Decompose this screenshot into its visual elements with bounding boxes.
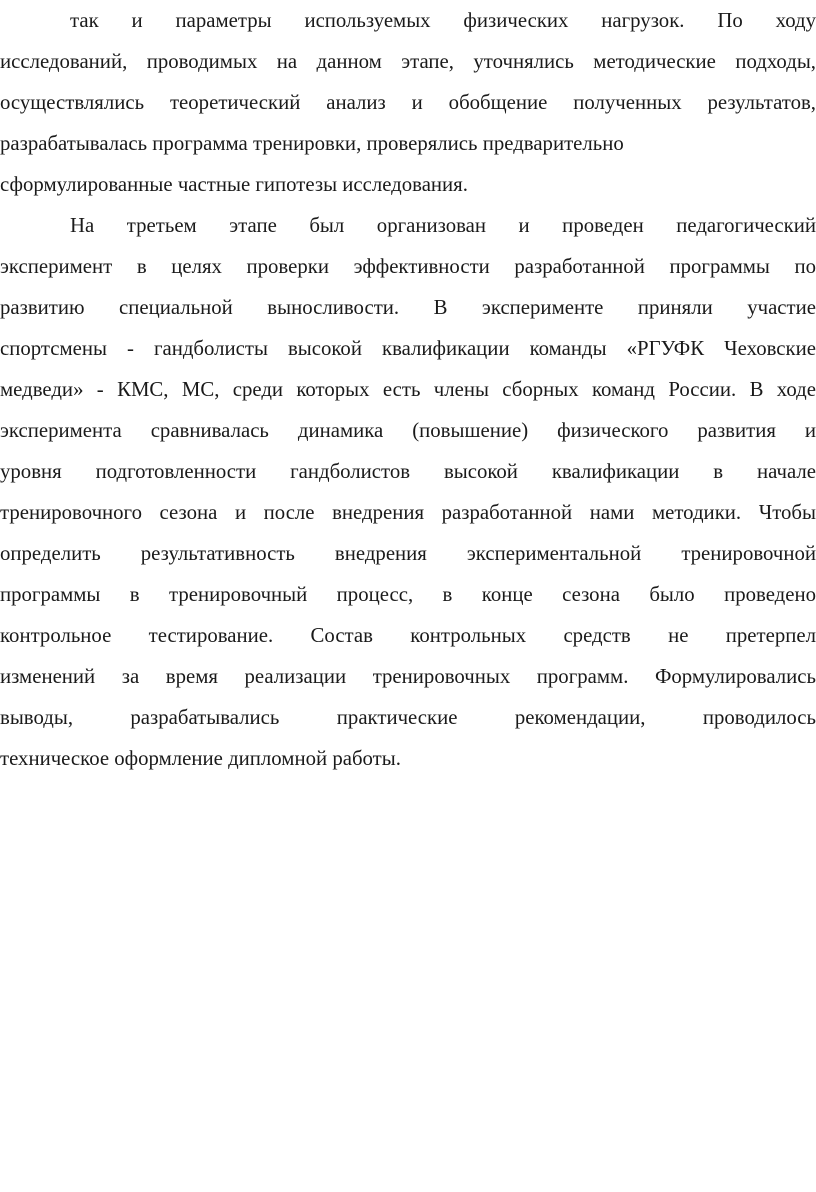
paragraph-2-line-11: контрольное тестирование. Состав контрольных средств не претерпел [0,624,816,647]
paragraph-2-line-5: медведи» - КМС, МС, среди которых есть члены сборных команд России. В ходе [0,378,816,401]
paragraph-1-line-1: так и параметры используемых физических нагрузок. По ходу [70,9,816,32]
paragraph-1-line-3: осуществлялись теоретический анализ и обобщение полученных результатов, [0,91,816,114]
paragraph-2-line-13: выводы, разрабатывались практические рекомендации, проводилось [0,706,816,729]
paragraph-2-line-10: программы в тренировочный процесс, в конце сезона было проведено [0,583,816,606]
paragraph-2-line-1: На третьем этапе был организован и проведен педагогический [70,214,816,237]
paragraph-2-line-14: техническое оформление дипломной работы. [0,747,401,770]
paragraph-2-line-9: определить результативность внедрения экспериментальной тренировочной [0,542,816,565]
paragraph-1-line-2: исследований, проводимых на данном этапе, уточнялись методические подходы, [0,50,816,73]
paragraph-2-line-4: спортсмены - гандболисты высокой квалификации команды «РГУФК Чеховские [0,337,816,360]
paragraph-2-line-6: эксперимента сравнивалась динамика (повышение) физического развития и [0,419,816,442]
paragraph-1-line-5: сформулированные частные гипотезы исследования. [0,173,468,196]
paragraph-1-line-4: разрабатывалась программа тренировки, проверялись предварительно [0,132,624,155]
paragraph-2-line-8: тренировочного сезона и после внедрения разработанной нами методики. Чтобы [0,501,816,524]
paragraph-2-line-2: эксперимент в целях проверки эффективности разработанной программы по [0,255,816,278]
paragraph-2-line-12: изменений за время реализации тренировочных программ. Формулировались [0,665,816,688]
paragraph-2-line-3: развитию специальной выносливости. В эксперименте приняли участие [0,296,816,319]
paragraph-2-line-7: уровня подготовленности гандболистов высокой квалификации в начале [0,460,816,483]
